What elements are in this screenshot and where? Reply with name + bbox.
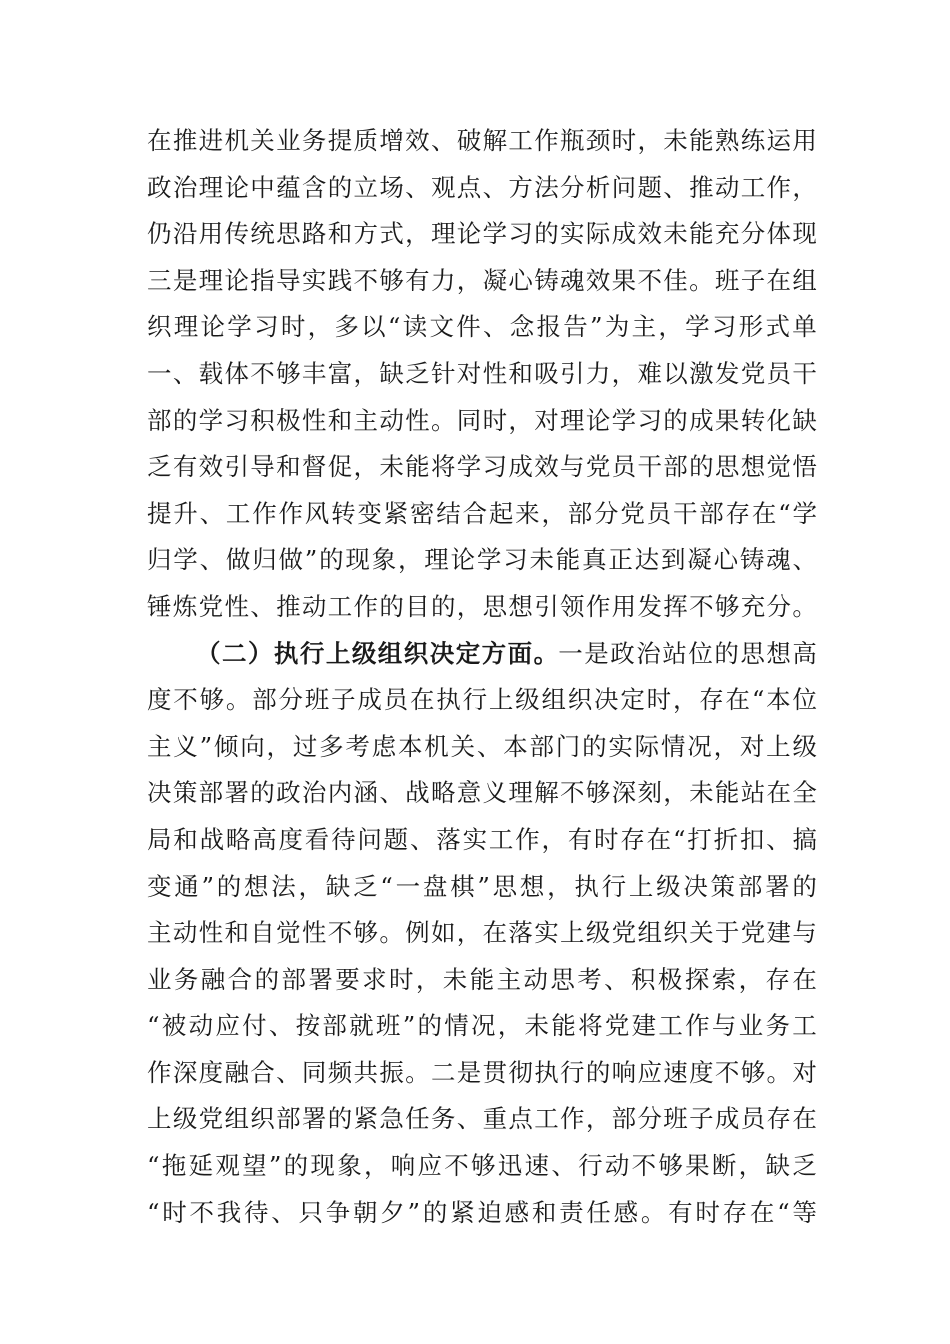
text-line bbox=[147, 584, 817, 631]
text-run: 变 通 ” 的 想 法 ， 缺 乏 “ 一 盘 棋 ” 思 想 ， 执 行 上 级 决 策 部 署 的 bbox=[147, 871, 817, 901]
text-run: 在 推 进 机 关 业 务 提 质 增 效 、 破 解 工 作 瓶 颈 时 ， 未 能 熟 练 运 用 bbox=[147, 126, 817, 155]
text-line bbox=[147, 491, 817, 538]
text-run: 主 义 ” 倾 向 ， 过 多 考 虑 本 机 关 、 本 部 门 的 实 际 情 况 ， 对 上 级 bbox=[147, 731, 817, 761]
text-run: 上 级 党 组 织 部 署 的 紧 急 任 务 、 重 点 工 作 ， 部 分 班 子 成 员 存 在 bbox=[147, 1104, 817, 1134]
text-line bbox=[147, 165, 817, 212]
text-run: 决 策 部 署 的 政 治 内 涵 、 战 略 意 义 理 解 不 够 深 刻 ， 未 能 站 在 全 bbox=[147, 778, 817, 808]
text-run: “ 时 不 我 待 、 只 争 朝 夕 ” 的 紧 迫 感 和 责 任 感 。 有 时 存 在 “ 等 bbox=[147, 1197, 817, 1227]
text-run: 三 是 理 论 指 导 实 践 不 够 有 力 ， 凝 心 铸 魂 效 果 不 佳 。 班 子 在 组 bbox=[147, 265, 817, 295]
text-line bbox=[147, 957, 817, 1004]
text-run: 归 学 、 做 归 做 ” 的 现 象 ， 理 论 学 习 未 能 真 正 达 到 凝 心 铸 魂 、 bbox=[147, 545, 817, 575]
text-line bbox=[147, 1143, 817, 1190]
text-run: 乏 有 效 引 导 和 督 促 ， 未 能 将 学 习 成 效 与 党 员 干 部 的 思 想 觉 悟 bbox=[147, 452, 817, 482]
text-line bbox=[147, 1050, 817, 1097]
text-line bbox=[147, 910, 817, 957]
text-line bbox=[147, 351, 817, 398]
text-run: 局 和 战 略 高 度 看 待 问 题 、 落 实 工 作 ， 有 时 存 在 “ 打 折 扣 、 搞 bbox=[147, 824, 817, 854]
text-line bbox=[147, 258, 817, 305]
text-line bbox=[147, 537, 817, 584]
text-line bbox=[147, 444, 817, 491]
text-run: 仍 沿 用 传 统 思 路 和 方 式 ， 理 论 学 习 的 实 际 成 效 未 能 充 分 体 现 bbox=[147, 219, 817, 249]
text-run: 提 升 、 工 作 作 风 转 变 紧 密 结 合 起 来 ， 部 分 党 员 干 部 存 在 “ 学 bbox=[147, 498, 817, 528]
text-run: 作 深 度 融 合 、 同 频 共 振 。 二 是 贯 彻 执 行 的 响 应 速 度 不 够 。 对 bbox=[147, 1057, 817, 1087]
text-line bbox=[147, 304, 817, 351]
text-line bbox=[147, 864, 817, 911]
text-line bbox=[147, 817, 817, 864]
text-line bbox=[147, 1003, 817, 1050]
text-run: 一 、 载 体 不 够 丰 富 ， 缺 乏 针 对 性 和 吸 引 力 ， 难 以 激 发 党 员 干 bbox=[147, 358, 817, 388]
section-heading-line bbox=[147, 631, 817, 678]
text-run: 织 理 论 学 习 时 ， 多 以 “ 读 文 件 、 念 报 告 ” 为 主 ， 学 习 形 式 单 bbox=[147, 312, 817, 342]
text-line bbox=[147, 1096, 817, 1143]
text-run: 部 的 学 习 积 极 性 和 主 动 性 。 同 时 ， 对 理 论 学 习 的 成 果 转 化 缺 bbox=[147, 405, 817, 435]
text-run: “ 被 动 应 付 、 按 部 就 班 ” 的 情 况 ， 未 能 将 党 建 工 作 与 业 务 工 bbox=[147, 1011, 817, 1041]
text-line bbox=[147, 677, 817, 724]
text-line bbox=[147, 211, 817, 258]
document-body bbox=[147, 118, 817, 1236]
text-run: 业 务 融 合 的 部 署 要 求 时 ， 未 能 主 动 思 考 、 积 极 探 索 ， 存 在 bbox=[147, 964, 817, 994]
section-heading-rest: 一 是 政 治 站 位 的 思 想 高 bbox=[558, 638, 817, 668]
text-line bbox=[147, 1190, 817, 1237]
text-run: “ 拖 延 观 望 ” 的 现 象 ， 响 应 不 够 迅 速 、 行 动 不 够 果 断 ， 缺 乏 bbox=[147, 1151, 817, 1181]
text-line bbox=[147, 770, 817, 817]
text-line bbox=[147, 398, 817, 445]
text-run: 锤 炼 党 性 、 推 动 工 作 的 目 的 ， 思 想 引 领 作 用 发 挥 不 够 充 分 。 bbox=[147, 591, 817, 621]
text-run: 政 治 理 论 中 蕴 含 的 立 场 、 观 点 、 方 法 分 析 问 题 、 推 动 工 作 ， bbox=[147, 172, 817, 202]
section-heading-row bbox=[196, 631, 817, 678]
section-heading: （ 二 ） 执 行 上 级 组 织 决 定 方 面 。 bbox=[196, 638, 559, 668]
text-line bbox=[147, 118, 817, 165]
text-run: 主 动 性 和 自 觉 性 不 够 。 例 如 ， 在 落 实 上 级 党 组 织 关 于 党 建 与 bbox=[147, 918, 817, 948]
text-line bbox=[147, 724, 817, 771]
text-run: 度 不 够 。 部 分 班 子 成 员 在 执 行 上 级 组 织 决 定 时 ， 存 在 “ 本 位 bbox=[147, 685, 817, 715]
